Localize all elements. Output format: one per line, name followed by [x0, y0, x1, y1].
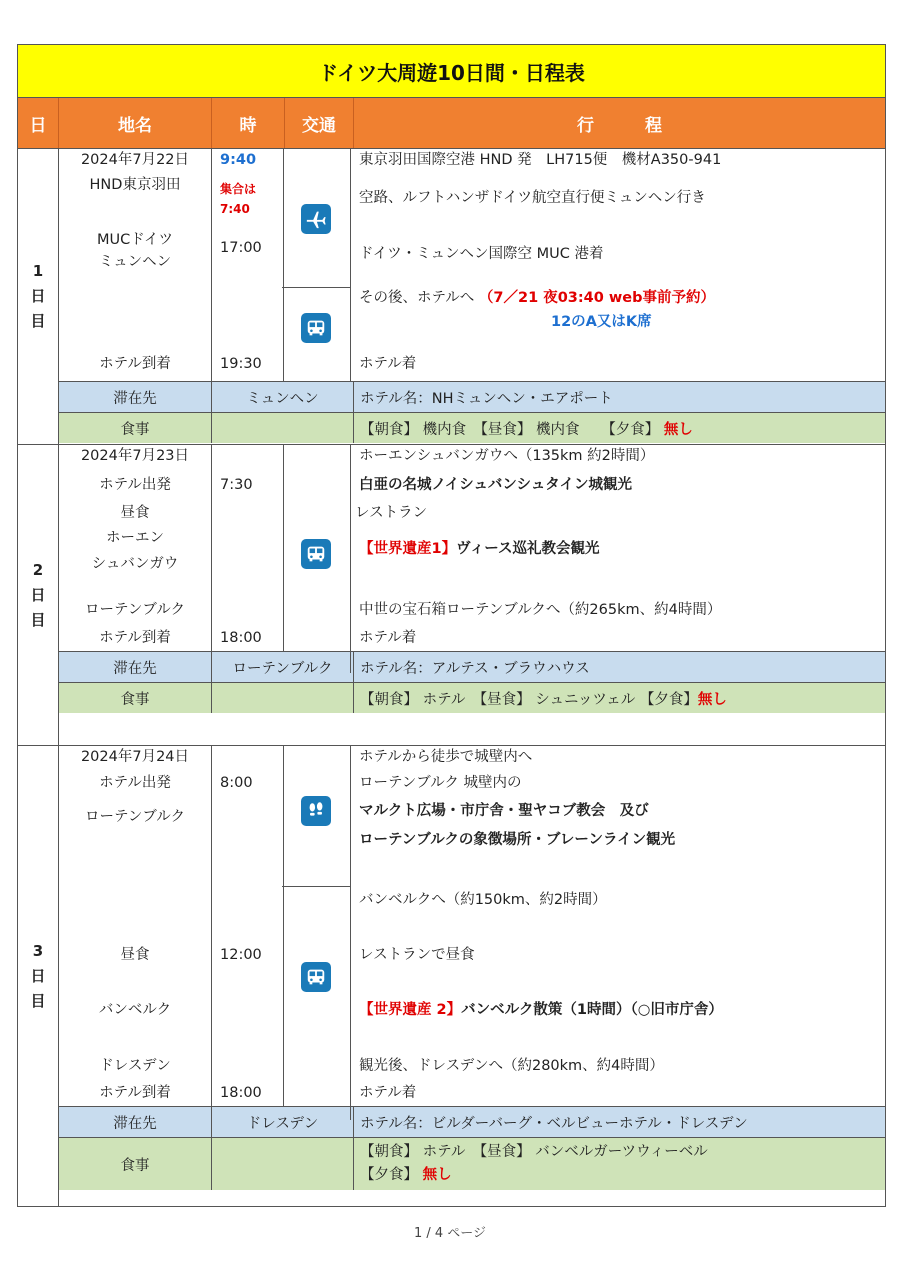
day-2-rows	[59, 445, 885, 713]
bus-icon	[301, 313, 331, 343]
table-row: 昼食 レストラン	[59, 502, 885, 525]
transport-cell	[282, 445, 351, 673]
table-header	[18, 98, 885, 149]
table-row: ホテル到着 19:30 ホテル着	[59, 347, 885, 381]
transport-cell	[282, 149, 351, 288]
meal-row: 食事 【朝食】 機内食 【昼食】 機内食 【夕食】 無し	[59, 412, 885, 443]
meal-row: 食事 【朝食】 ホテル 【昼食】 シュニッツェル 【夕食】 無し	[59, 682, 885, 713]
page-footer: 1 / 4 ページ	[413, 1226, 487, 1241]
header-day: 日	[18, 98, 59, 148]
day-2-label: 2 日 目	[18, 445, 59, 745]
walking-icon	[301, 796, 331, 826]
meal-row: 食事 【朝食】 ホテル 【昼食】 バンベルガーツウィーベル 【夕食】 無し	[59, 1137, 885, 1190]
transport-cell	[282, 288, 351, 382]
page-title: ドイツ大周遊10日間・日程表	[18, 45, 885, 98]
stay-row: 滞在先 ミュンヘン ホテル名：NHミュンヘン・エアポート	[59, 381, 885, 412]
stay-row: 滞在先 ドレスデン ホテル名：ビルダーバーグ・ベルビューホテル・ドレスデン	[59, 1106, 885, 1137]
table-row: ローテンブルク マルクト広場・市庁舎・聖ヤコブ教会 及び	[59, 797, 885, 825]
table-row: ホテル出発 7:30 白亜の名城ノイシュバンシュタイン城観光	[59, 468, 885, 502]
day-1-rows	[59, 149, 885, 443]
table-row: MUCドイツ ミュンヘン 17:00 ドイツ・ミュンヘン国際空 MUC 港着	[59, 229, 885, 287]
table-row: ローテンブルク 中世の宝石箱ローテンブルクへ（約265km、約4時間）	[59, 595, 885, 625]
table-row: 2024年7月22日 9:40 東京羽田国際空港 HND 発 LH715便 機材A350-941	[59, 149, 885, 173]
table-row: ローテンブルクの象徴場所・ブレーンライン観光	[59, 825, 885, 885]
table-row: その後、ホテルへ （7／21 夜03:40 web事前予約）	[59, 287, 885, 311]
header-place: 地名	[59, 98, 212, 148]
table-row: ホテル出発 8:00 ローテンブルク 城壁内の	[59, 769, 885, 797]
stay-row: 滞在先 ローテンブルク ホテル名：アルテス・ブラウハウス	[59, 651, 885, 682]
table-row: 昼食 12:00 レストランで昼食	[59, 940, 885, 995]
header-transport: 交通	[285, 98, 354, 148]
day-1-label: 1 日 目	[18, 149, 59, 444]
bus-icon	[301, 539, 331, 569]
table-row: ホテル到着 18:00 ホテル着	[59, 1080, 885, 1106]
header-schedule: 行 程	[577, 115, 662, 136]
table-row: ドレスデン 観光後、ドレスデンへ（約280km、約4時間）	[59, 1052, 885, 1080]
table-row: 12のA又はK席	[59, 311, 885, 347]
table-row: ホーエン シュバンガウ 【世界遺産1】ヴィース巡礼教会観光	[59, 525, 885, 595]
day-3-rows	[59, 746, 885, 1190]
day-3-block	[18, 746, 885, 1206]
day-3-label: 3 日 目	[18, 746, 59, 1206]
day-2-block	[18, 445, 885, 746]
table-row: バンベルクへ（約150km、約2時間）	[59, 885, 885, 940]
day-1-block	[18, 149, 885, 445]
table-row: バンベルク 【世界遺産 2】バンベルク散策（1時間）（○旧市庁舎）	[59, 995, 885, 1052]
itinerary-sheet	[17, 44, 886, 1207]
table-row: HND東京羽田 集合は 7:40 空路、ルフトハンザドイツ航空直行便ミュンヘン行き	[59, 173, 885, 229]
header-time: 時	[212, 98, 285, 148]
transport-cell	[282, 746, 351, 887]
table-row: 2024年7月23日 ホーエンシュバンガウへ（135km 約2時間）	[59, 445, 885, 468]
transport-cell	[282, 887, 351, 1120]
table-row: 2024年7月24日 ホテルから徒歩で城壁内へ	[59, 746, 885, 769]
airplane-icon	[301, 204, 331, 234]
bus-icon	[301, 962, 331, 992]
table-row: ホテル到着 18:00 ホテル着	[59, 625, 885, 651]
